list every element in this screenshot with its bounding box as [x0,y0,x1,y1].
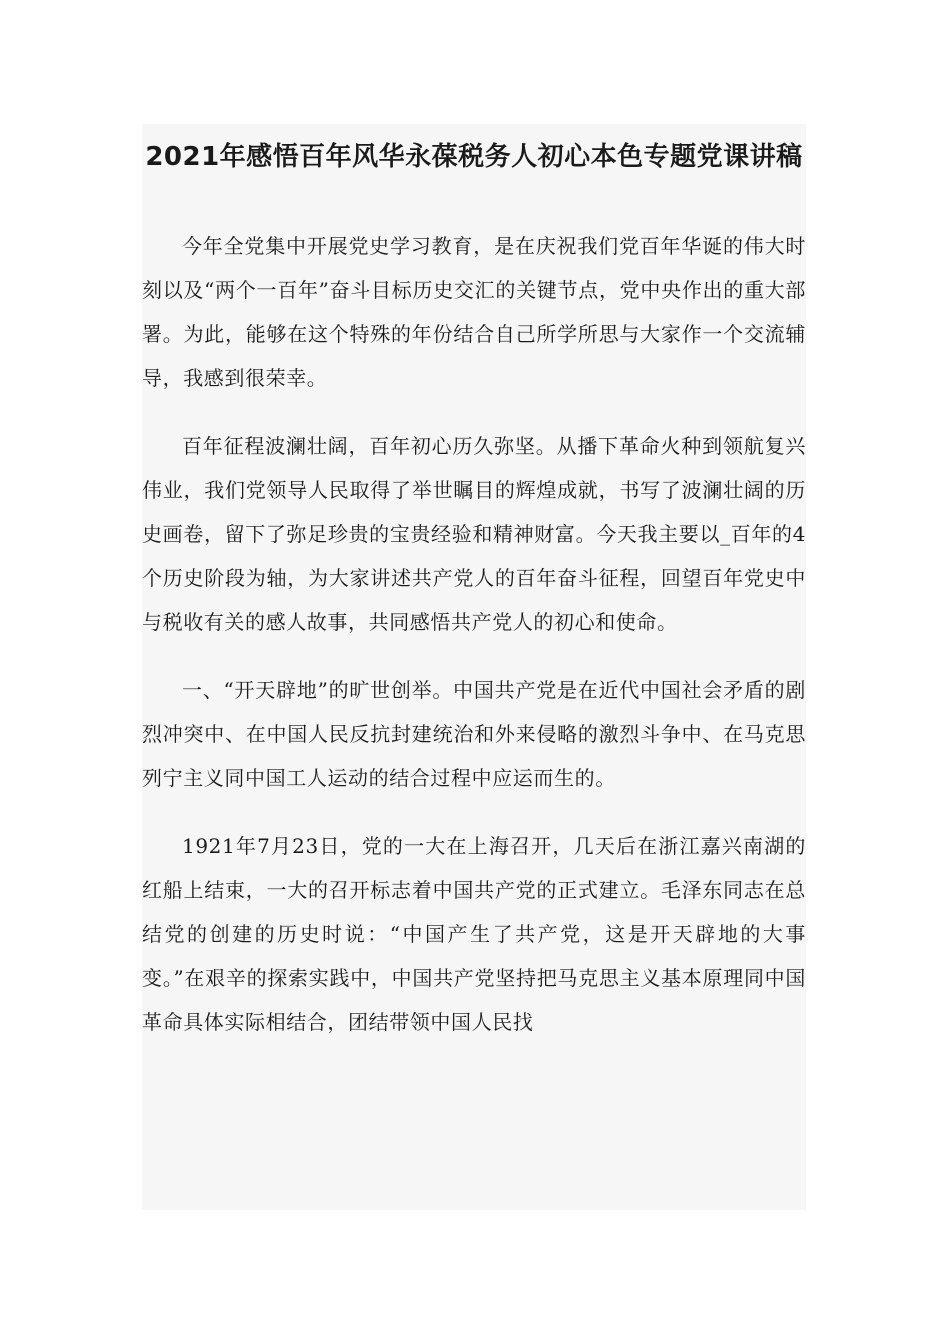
paragraph-founding: 1921年7月23日，党的一大在上海召开，几天后在浙江嘉兴南湖的红船上结束，一大的召开标志着中国共产党的正式建立。毛泽东同志在总结党的创建的历史时说：“中国产生了共产党，这是开天辟地的大事变。”在艰辛的探索实践中，中国共产党坚持把马克思主义基本原理同中国革命具体实际相结合，团结带领中国人民找 [142,834,806,1034]
paragraph-overview: 百年征程波澜壮阔，百年初心历久弥坚。从播下革命火种到领航复兴伟业，我们党领导人民取得了举世瞩目的辉煌成就，书写了波澜壮阔的历史画卷，留下了弥足珍贵的宝贵经验和精神财富。今天我主要以_百年的4个历史阶段为轴，为大家讲述共产党人的百年奋斗征程，回望百年党史中与税收有关的感人故事，共同感悟共产党人的初心和使命。 [142,434,806,634]
document-body [142,224,806,1044]
paragraph-section-one: 一、“开天辟地”的旷世创举。中国共产党是在近代中国社会矛盾的剧烈冲突中、在中国人民反抗封建统治和外来侵略的激烈斗争中、在马克思列宁主义同中国工人运动的结合过程中应运而生的。 [142,678,806,790]
paragraph-intro: 今年全党集中开展党史学习教育，是在庆祝我们党百年华诞的伟大时刻以及“两个一百年”奋斗目标历史交汇的关键节点，党中央作出的重大部署。为此，能够在这个特殊的年份结合自己所学所思与大家作一个交流辅导，我感到很荣幸。 [142,234,806,390]
document-page [142,124,806,1210]
document-title: 2021年感悟百年风华永葆税务人初心本色专题党课讲稿 [145,142,803,172]
